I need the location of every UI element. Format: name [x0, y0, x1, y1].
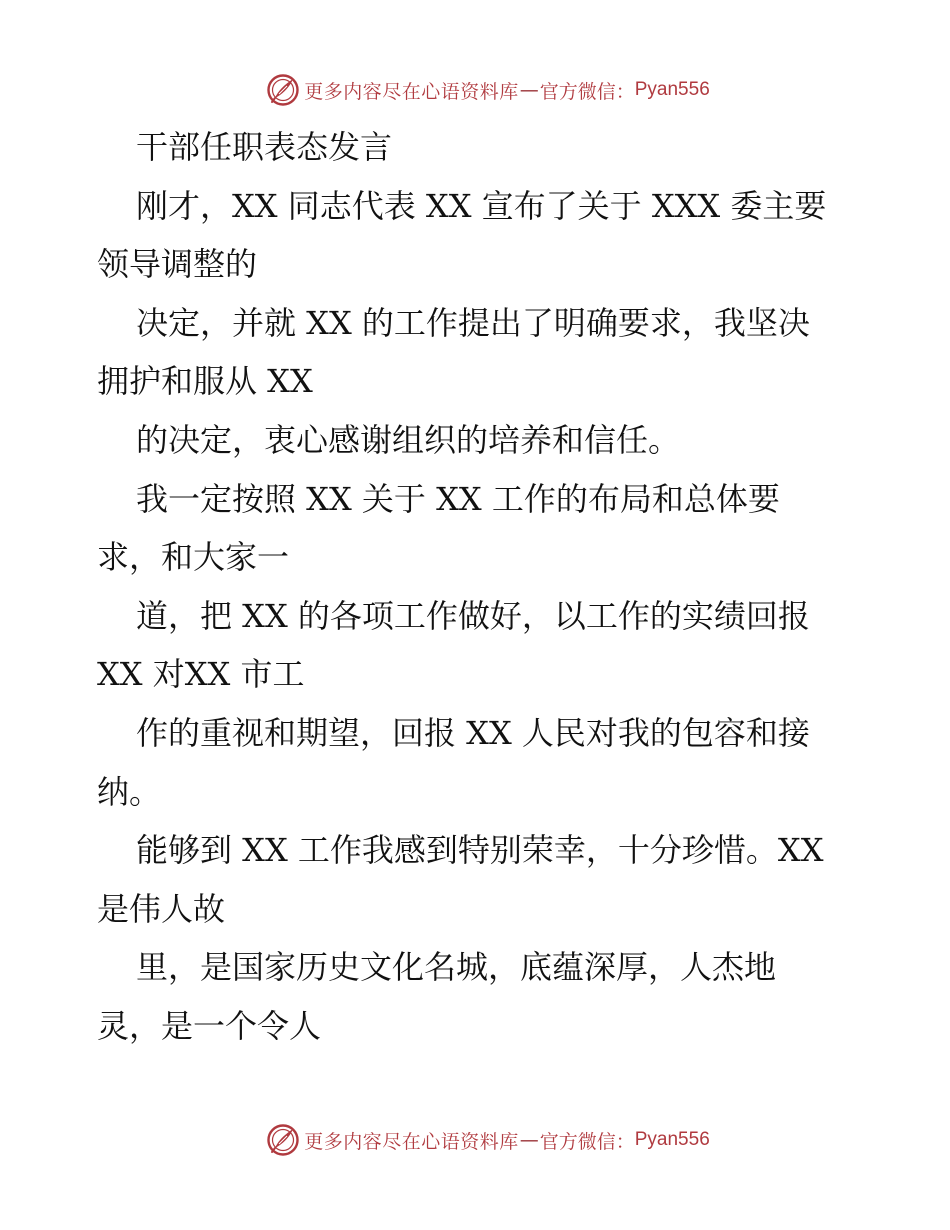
- banner-separator: —: [519, 79, 539, 101]
- paragraph-line: 纳。: [97, 772, 162, 811]
- banner-title: 更多内容尽在心语资料库: [304, 80, 519, 103]
- paragraph-line: 能够到 XX 工作我感到特别荣幸，十分珍惜。XX: [136, 831, 824, 870]
- paragraph-line: 的决定，衷心感谢组织的培养和信任。: [136, 420, 681, 459]
- quill-logo-icon: [266, 73, 300, 107]
- banner-separator: —: [519, 1129, 539, 1151]
- paragraph-line: 我一定按照 XX 关于 XX 工作的布局和总体要: [136, 479, 780, 518]
- paragraph-line: 灵，是一个令人: [97, 1006, 322, 1045]
- paragraph-line: 是伟人故: [97, 889, 226, 928]
- document-title: 干部任职表态发言: [136, 128, 393, 166]
- paragraph-line: 求，和大家一: [97, 538, 290, 577]
- banner-title: 更多内容尽在心语资料库: [304, 1130, 519, 1153]
- header-banner: [0, 72, 950, 108]
- banner-wechat-label: 官方微信：: [539, 1130, 635, 1153]
- banner-wechat-handle: Pyan556: [634, 1129, 710, 1150]
- paragraph-line: 刚才，XX 同志代表 XX 宣布了关于 XXX 委主要: [136, 186, 827, 225]
- paragraph-line: 里，是国家历史文化名城，底蕴深厚，人杰地: [136, 948, 777, 987]
- paragraph-line: 领导调整的: [97, 245, 258, 284]
- document-body: [97, 118, 857, 1056]
- paragraph-line: 作的重视和期望，回报 XX 人民对我的包容和接: [136, 713, 810, 752]
- footer-banner: [0, 1122, 950, 1158]
- paragraph-line: 决定，并就 XX 的工作提出了明确要求，我坚决: [136, 303, 810, 342]
- quill-logo-icon: [266, 1123, 300, 1157]
- banner-wechat-handle: Pyan556: [634, 79, 710, 100]
- banner-wechat-label: 官方微信：: [539, 80, 635, 103]
- paragraph-line: XX 对XX 市工: [97, 655, 305, 694]
- paragraph-line: 拥护和服从 XX: [97, 362, 313, 401]
- paragraph-line: 道，把 XX 的各项工作做好，以工作的实绩回报: [136, 596, 810, 635]
